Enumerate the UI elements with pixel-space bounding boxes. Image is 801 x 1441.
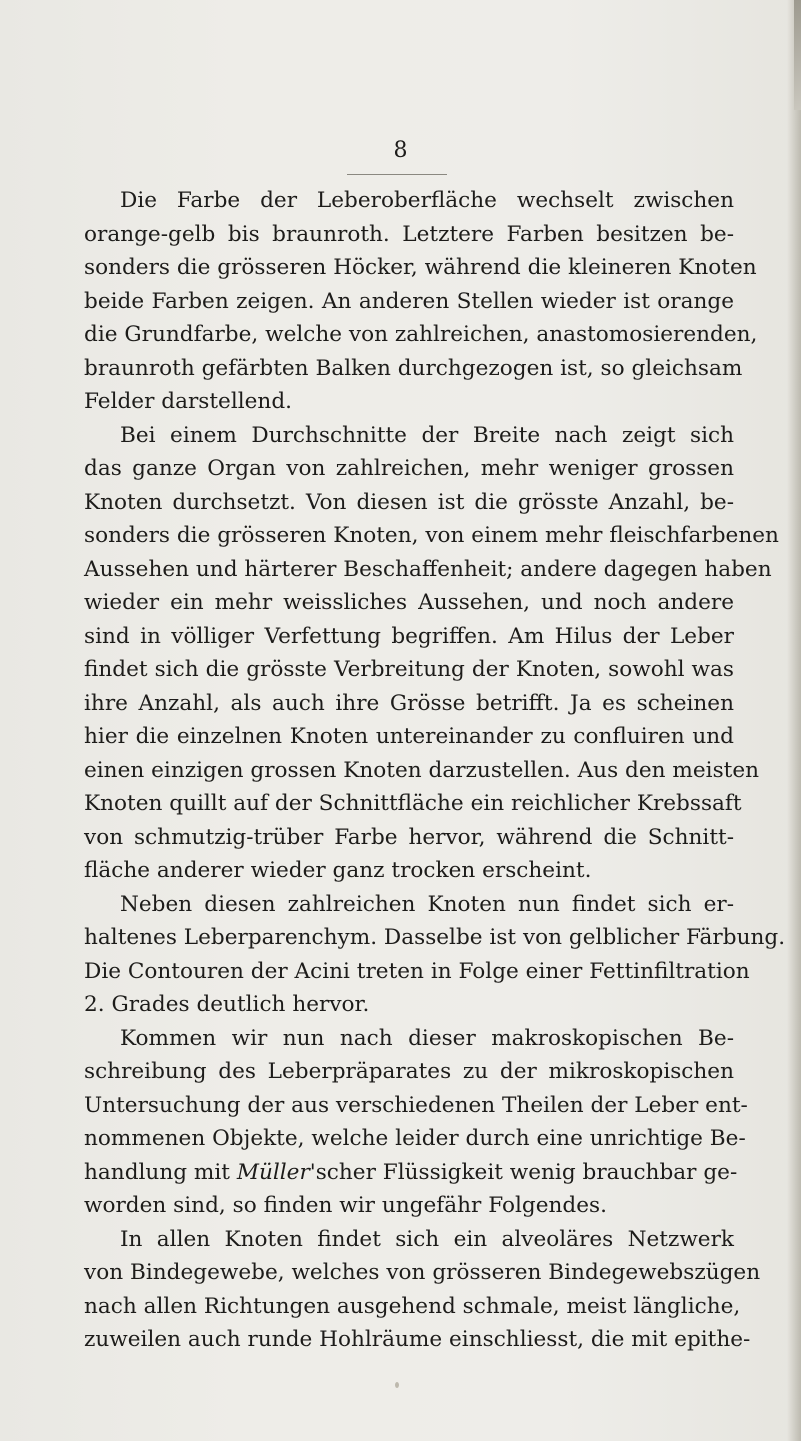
text-line: braunroth gefärbten Balken durchgezogen ist, so gleichsam — [84, 355, 743, 381]
text-line: Knoten durchsetzt. Von diesen ist die grösste Anzahl, be- — [84, 489, 734, 515]
text-line: fläche anderer wieder ganz trocken erscheint. — [84, 858, 592, 883]
text-line: einen einzigen grossen Knoten darzustellen. Aus den meisten — [84, 757, 760, 783]
page-number-underline — [347, 174, 447, 175]
page-edge-shadow — [787, 0, 801, 1441]
text-line: die Grundfarbe, welche von zahlreichen, anastomosierenden, — [84, 322, 758, 347]
page-edge-dark-mark — [794, 0, 801, 110]
text-segment: handlung mit — [84, 1159, 237, 1185]
text-line: schreibung des Leberpräparates zu der mikroskopischen — [84, 1059, 734, 1084]
text-line: nommenen Objekte, welche leider durch eine unrichtige Be- — [84, 1126, 746, 1151]
ink-speck — [395, 1382, 399, 1388]
text-line: Kommen wir nun nach dieser makroskopischen Be- — [120, 1025, 734, 1051]
text-line: findet sich die grösste Verbreitung der Knoten, sowohl was — [84, 657, 734, 682]
text-line: nach allen Richtungen ausgehend schmale, meist längliche, — [84, 1293, 741, 1319]
text-line: Bei einem Durchschnitte der Breite nach zeigt sich — [120, 422, 734, 448]
text-line: haltenes Leberparenchym. Dasselbe ist von gelblicher Färbung. — [84, 925, 786, 950]
text-segment: 'scher Flüssigkeit wenig brauchbar ge- — [309, 1159, 738, 1185]
text-line: In allen Knoten findet sich ein alveoläres Netzwerk — [120, 1226, 734, 1252]
text-line: Die Farbe der Leberoberfläche wechselt zwischen — [120, 188, 734, 213]
text-line — [84, 1156, 738, 1190]
page-number: 8 — [393, 138, 408, 163]
italic-name: Müller — [236, 1159, 310, 1185]
text-line: Die Contouren der Acini treten in Folge einer Fettinfiltration — [84, 958, 750, 984]
text-line: von Bindegewebe, welches von grösseren Bindegewebszügen — [84, 1260, 761, 1285]
text-line: das ganze Organ von zahlreichen, mehr weniger grossen — [84, 456, 734, 481]
text-line: Knoten quillt auf der Schnittfläche ein reichlicher Krebssaft — [84, 791, 742, 816]
text-line: von schmutzig-trüber Farbe hervor, während die Schnitt- — [84, 824, 734, 850]
text-line: 2. Grades deutlich hervor. — [84, 992, 370, 1017]
text-line: Felder darstellend. — [84, 389, 293, 414]
text-line: sonders die grösseren Höcker, während die kleineren Knoten — [84, 255, 757, 280]
text-line: orange-gelb bis braunroth. Letztere Farben besitzen be- — [84, 221, 734, 247]
body-text — [84, 184, 786, 1357]
text-line: Neben diesen zahlreichen Knoten nun findet sich er- — [120, 891, 734, 917]
text-line: zuweilen auch runde Hohlräume einschliesst, die mit epithe- — [84, 1327, 751, 1352]
text-line: worden sind, so finden wir ungefähr Folgendes. — [84, 1193, 607, 1218]
text-line: sonders die grösseren Knoten, von einem mehr fleischfarbenen — [84, 523, 779, 548]
text-line: Aussehen und härterer Beschaffenheit; andere dagegen haben — [84, 556, 772, 582]
text-line: beide Farben zeigen. An anderen Stellen wieder ist orange — [84, 288, 734, 314]
text-line: ihre Anzahl, als auch ihre Grösse betrifft. Ja es scheinen — [84, 690, 734, 716]
text-line: sind in völliger Verfettung begriffen. Am Hilus der Leber — [84, 623, 734, 649]
text-line: Untersuchung der aus verschiedenen Theilen der Leber ent- — [84, 1092, 748, 1118]
text-line: hier die einzelnen Knoten untereinander zu confluiren und — [84, 724, 734, 749]
text-line: wieder ein mehr weissliches Aussehen, und noch andere — [84, 590, 734, 615]
